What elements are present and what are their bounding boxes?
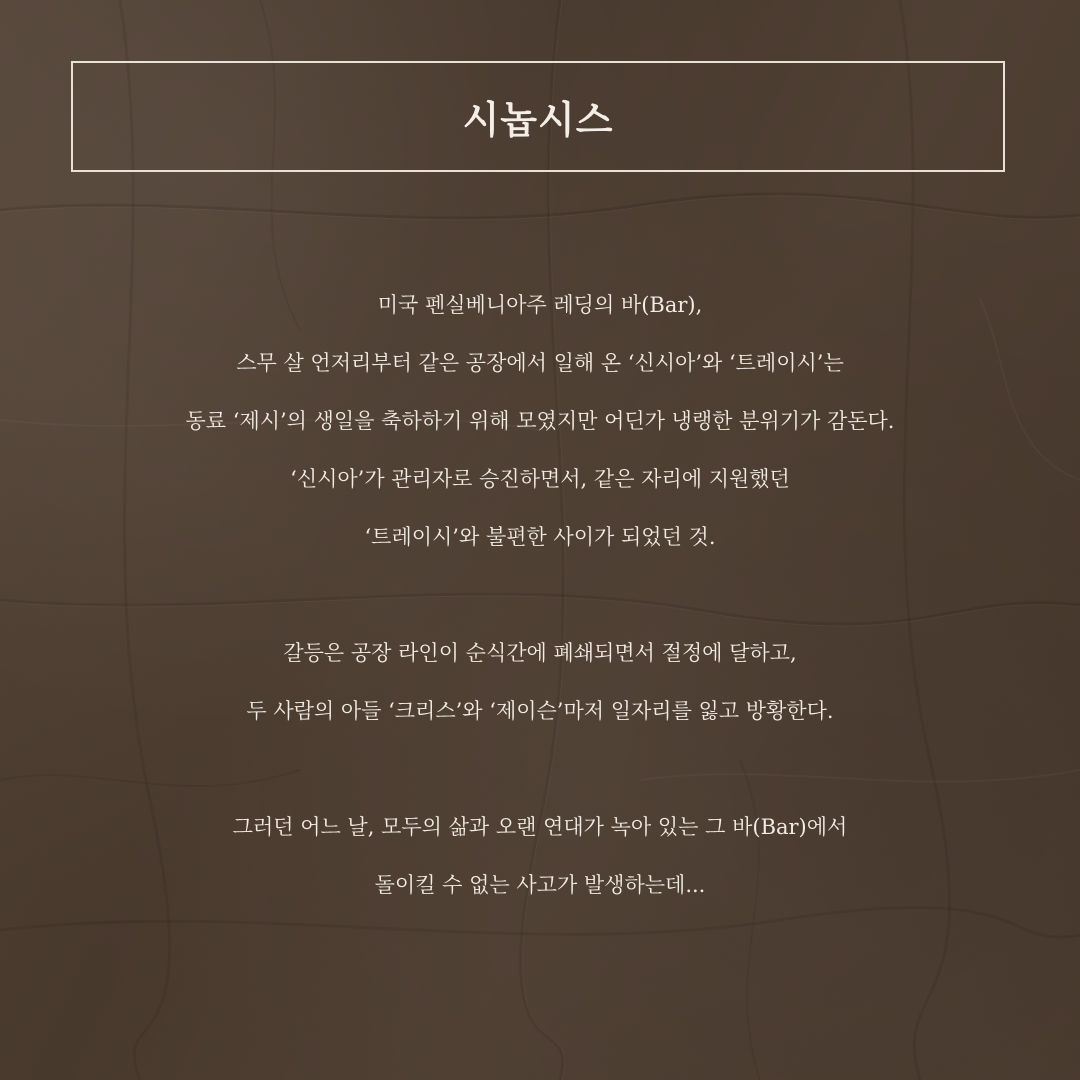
title-box — [71, 61, 1005, 172]
synopsis-line: 미국 펜실베니아주 레딩의 바(Bar), — [377, 293, 703, 317]
synopsis-paragraph-2 — [60, 629, 1020, 745]
synopsis-line: 동료 ‘제시’의 생일을 축하하기 위해 모였지만 어딘가 냉랭한 분위기가 감돈다. — [185, 409, 895, 433]
paragraph-spacer — [60, 571, 1020, 629]
synopsis-line: ‘신시아’가 관리자로 승진하면서, 같은 자리에 지원했던 — [290, 467, 790, 491]
synopsis-line: 갈등은 공장 라인이 순식간에 폐쇄되면서 절정에 달하고, — [283, 641, 797, 665]
synopsis-paragraph-1 — [60, 281, 1020, 571]
synopsis-line: 돌이킬 수 없는 사고가 발생하는데... — [374, 873, 706, 897]
paragraph-spacer — [60, 745, 1020, 803]
synopsis-line: 그러던 어느 날, 모두의 삶과 오랜 연대가 녹아 있는 그 바(Bar)에서 — [232, 815, 848, 839]
synopsis-text — [60, 281, 1020, 919]
synopsis-paragraph-3 — [60, 803, 1020, 919]
synopsis-line: 두 사람의 아들 ‘크리스’와 ‘제이슨’마저 일자리를 잃고 방황한다. — [246, 699, 834, 723]
synopsis-line: ‘트레이시’와 불편한 사이가 되었던 것. — [364, 525, 716, 549]
synopsis-line: 스무 살 언저리부터 같은 공장에서 일해 온 ‘신시아’와 ‘트레이시’는 — [236, 351, 844, 375]
page-title: 시놉시스 — [462, 98, 614, 142]
